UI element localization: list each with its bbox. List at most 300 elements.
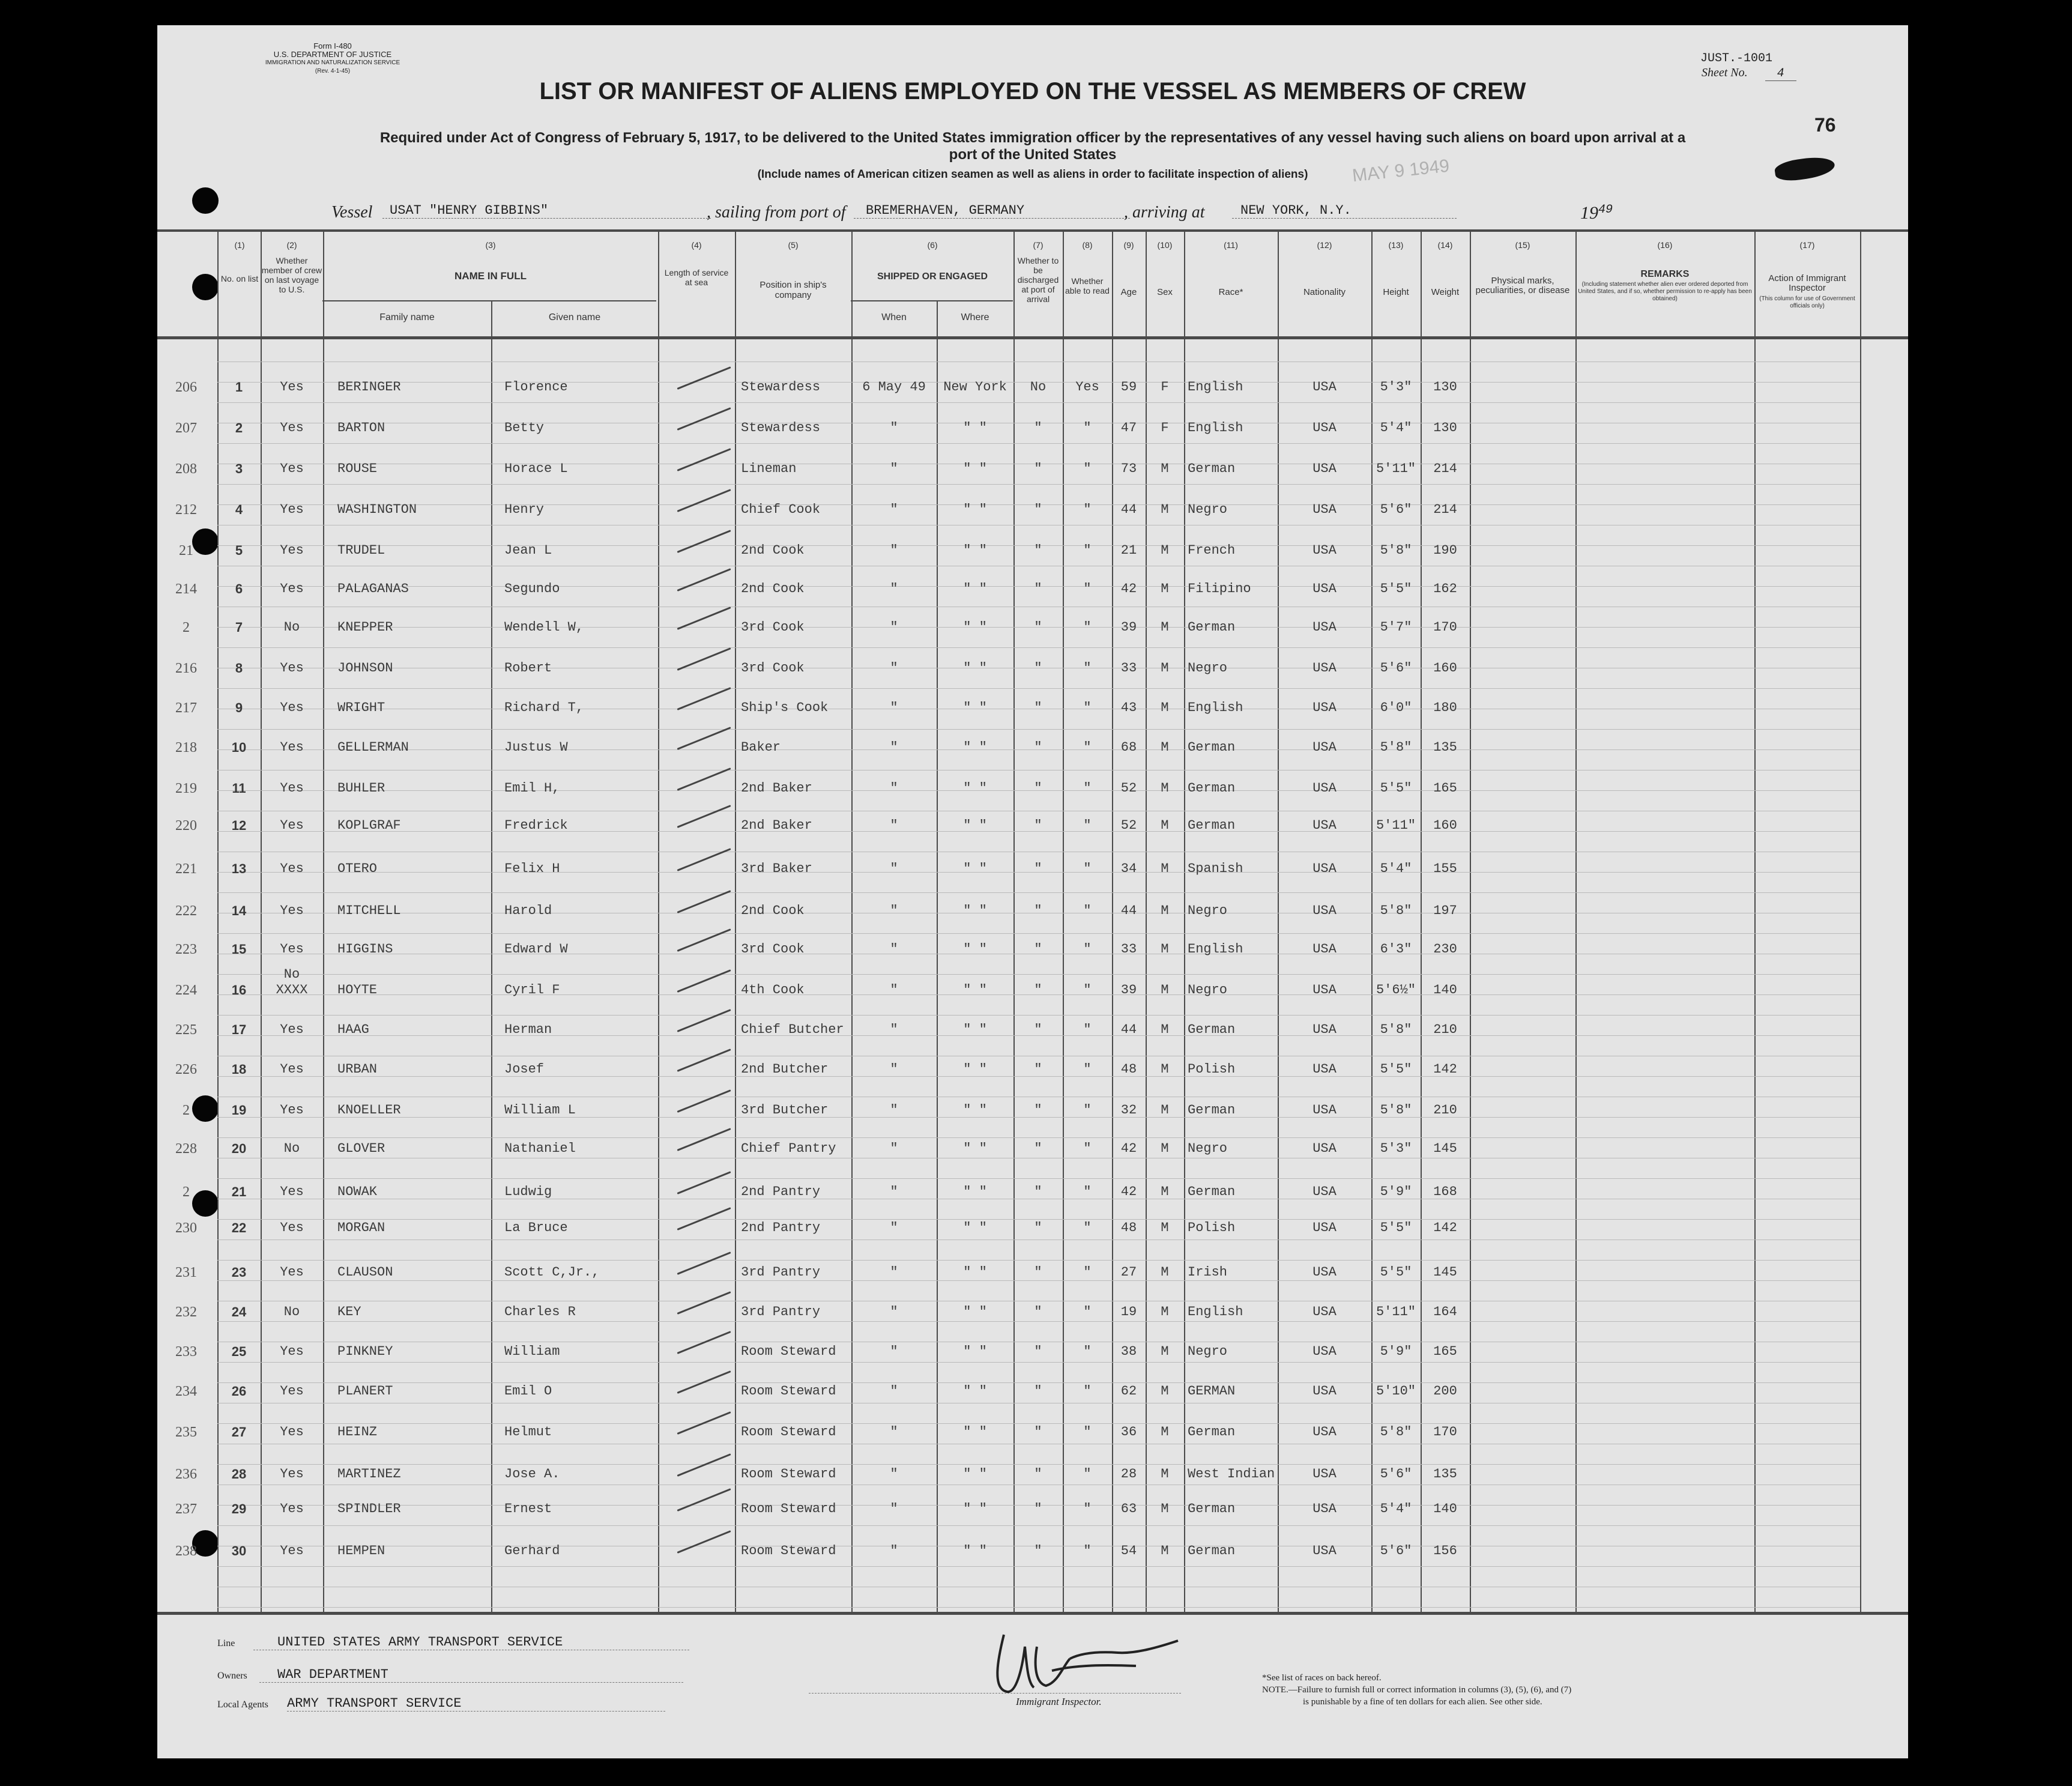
ruling-line [217, 1260, 1860, 1261]
ruling-line [217, 1015, 1860, 1016]
list-number: 16 [231, 982, 247, 997]
age-cell: 52 [1120, 818, 1137, 833]
margin-number: 233 [175, 1344, 197, 1360]
read-cell: " [1083, 661, 1092, 676]
race-cell: Spanish [1188, 861, 1243, 876]
given-name-cell: Wendell W, [504, 620, 584, 635]
shipped-subheader-line [851, 300, 1013, 301]
family-name-cell: PALAGANAS [337, 581, 409, 596]
margin-number: 234 [175, 1384, 197, 1399]
sex-cell: M [1161, 781, 1169, 796]
given-name-cell: Emil O [504, 1384, 552, 1399]
race-cell: Filipino [1188, 581, 1251, 596]
weight-cell: 162 [1433, 581, 1457, 596]
col-14-header: Weight [1431, 287, 1460, 297]
height-cell: 6'3" [1380, 942, 1412, 957]
margin-number: 224 [175, 982, 197, 998]
family-name-cell: WRIGHT [337, 700, 385, 715]
when-cell: " [890, 903, 898, 918]
age-cell: 27 [1120, 1265, 1137, 1280]
when-cell: " [890, 1543, 898, 1558]
weight-cell: 168 [1433, 1184, 1457, 1199]
nationality-cell: USA [1312, 982, 1337, 997]
list-number: 22 [231, 1220, 247, 1235]
discharged-cell: " [1034, 543, 1042, 558]
margin-number: 21 [179, 543, 193, 559]
position-cell: 3rd Baker [741, 861, 812, 876]
position-cell: Room Steward [741, 1344, 836, 1359]
margin-number: 223 [175, 942, 197, 957]
list-number: 14 [231, 903, 247, 918]
position-cell: Room Steward [741, 1543, 836, 1558]
margin-number: 2 [183, 1103, 190, 1118]
sex-cell: M [1161, 1424, 1169, 1439]
position-cell: Chief Butcher [741, 1022, 844, 1037]
where-cell: " " [963, 1467, 987, 1482]
revision: (Rev. 4-1-45) [315, 68, 351, 74]
where-cell: " " [963, 620, 987, 635]
position-cell: 3rd Butcher [741, 1103, 829, 1118]
punch-hole [192, 274, 219, 300]
service: IMMIGRATION AND NATURALIZATION SERVICE [265, 59, 400, 66]
position-cell: 2nd Cook [741, 903, 805, 918]
when-cell: " [890, 942, 898, 957]
race-cell: Negro [1188, 502, 1228, 517]
col-5-number: (5) [788, 240, 799, 250]
age-cell: 63 [1120, 1501, 1137, 1516]
nationality-cell: USA [1312, 700, 1337, 715]
col-12-header: Nationality [1303, 287, 1346, 297]
age-cell: 36 [1120, 1424, 1137, 1439]
weight-cell: 210 [1433, 1103, 1457, 1118]
position-cell: Room Steward [741, 1424, 836, 1439]
family-name-cell: MARTINEZ [337, 1467, 401, 1482]
column-divider [323, 229, 324, 1614]
column-divider [1470, 229, 1471, 1614]
when-cell: " [890, 818, 898, 833]
ruling-line [217, 402, 1860, 403]
margin-number: 237 [175, 1501, 197, 1517]
given-name-cell: Emil H, [504, 781, 560, 796]
col-6a-header: When [881, 312, 907, 322]
discharged-cell: " [1034, 781, 1042, 796]
arriving-label: , arriving at [1124, 203, 1205, 222]
given-name-cell: Gerhard [504, 1543, 560, 1558]
where-cell: " " [963, 1062, 987, 1077]
race-cell: English [1188, 420, 1243, 435]
height-cell: 5'6" [1380, 502, 1412, 517]
when-cell: " [890, 1424, 898, 1439]
height-cell: 5'8" [1380, 1424, 1412, 1439]
given-name-cell: Cyril F [504, 982, 560, 997]
column-divider [1860, 229, 1861, 1614]
column-divider [261, 229, 262, 1614]
weight-cell: 164 [1433, 1304, 1457, 1319]
margin-number: 2 [183, 620, 190, 635]
col-3a-header: Family name [379, 312, 435, 322]
check-mark-icon [677, 890, 731, 913]
voyage-cell: Yes [280, 700, 304, 715]
race-cell: Negro [1188, 903, 1228, 918]
nationality-cell: USA [1312, 1543, 1337, 1558]
margin-number: 230 [175, 1220, 197, 1236]
given-name-cell: Robert [504, 661, 552, 676]
check-mark-icon [677, 1049, 731, 1072]
list-number: 25 [231, 1344, 247, 1359]
where-cell: " " [963, 982, 987, 997]
vessel-label: Vessel [331, 203, 373, 222]
discharged-cell: " [1034, 661, 1042, 676]
voyage-cell: Yes [280, 903, 304, 918]
margin-number: 236 [175, 1467, 197, 1482]
position-cell: 2nd Pantry [741, 1184, 821, 1199]
family-name-cell: MORGAN [337, 1220, 385, 1235]
where-cell: " " [963, 1344, 987, 1359]
when-cell: " [890, 1220, 898, 1235]
check-mark-icon [677, 1009, 731, 1032]
height-cell: 5'7" [1380, 620, 1412, 635]
when-cell: " [890, 781, 898, 796]
column-divider [1112, 229, 1113, 1614]
where-cell: " " [963, 818, 987, 833]
discharged-cell: " [1034, 903, 1042, 918]
ruling-line [217, 974, 1860, 975]
race-cell: German [1188, 620, 1236, 635]
sheet-label: Sheet No. [1702, 66, 1748, 79]
ruling-line [217, 1464, 1860, 1465]
when-cell: " [890, 581, 898, 596]
check-mark-icon [677, 568, 731, 592]
where-cell: " " [963, 1220, 987, 1235]
discharged-cell: " [1034, 942, 1042, 957]
margin-number: 219 [175, 781, 197, 796]
where-cell: " " [963, 502, 987, 517]
discharged-cell: " [1034, 1424, 1042, 1439]
voyage-cell: Yes [280, 543, 304, 558]
voyage-cell: Yes [280, 818, 304, 833]
discharged-cell: " [1034, 740, 1042, 755]
column-divider [851, 229, 853, 1614]
nationality-cell: USA [1312, 581, 1337, 596]
sex-cell: M [1161, 818, 1169, 833]
margin-number: 218 [175, 740, 197, 755]
read-cell: " [1083, 1062, 1092, 1077]
check-mark-icon [677, 767, 731, 791]
margin-number: 217 [175, 700, 197, 716]
col-3-number: (3) [485, 240, 496, 250]
col-6-number: (6) [927, 240, 938, 250]
ruling-line [217, 892, 1860, 893]
age-cell: 34 [1120, 861, 1137, 876]
age-cell: 44 [1120, 1022, 1137, 1037]
age-cell: 42 [1120, 1141, 1137, 1156]
read-cell: " [1083, 1184, 1092, 1199]
list-number: 21 [231, 1184, 247, 1199]
weight-cell: 180 [1433, 700, 1457, 715]
check-mark-icon [677, 1530, 731, 1554]
discharged-cell: " [1034, 700, 1042, 715]
column-divider [1063, 229, 1064, 1614]
weight-cell: 230 [1433, 942, 1457, 957]
voyage-cell: Yes [280, 1344, 304, 1359]
height-cell: 5'4" [1380, 420, 1412, 435]
col-9-header: Age [1120, 287, 1137, 297]
race-cell: Negro [1188, 1141, 1228, 1156]
sailing-label: , sailing from port of [707, 203, 846, 222]
nationality-cell: USA [1312, 1344, 1337, 1359]
check-mark-icon [677, 1488, 731, 1512]
read-cell: " [1083, 942, 1092, 957]
family-name-cell: HAAG [337, 1022, 369, 1037]
margin-number: 221 [175, 861, 197, 877]
col-4-number: (4) [691, 240, 702, 250]
discharged-cell: " [1034, 1265, 1042, 1280]
col-2-header: Whether member of crew on last voyage to U.S. [261, 256, 322, 294]
nationality-cell: USA [1312, 1265, 1337, 1280]
height-cell: 5'8" [1380, 740, 1412, 755]
column-divider [1575, 229, 1577, 1614]
discharged-cell: " [1034, 1184, 1042, 1199]
family-name-cell: HEINZ [337, 1424, 378, 1439]
when-cell: " [890, 1103, 898, 1118]
age-cell: 32 [1120, 1103, 1137, 1118]
voyage-cell: No [283, 1304, 300, 1319]
col-11-header: Race* [1218, 287, 1243, 297]
list-number: 17 [231, 1022, 247, 1037]
position-cell: 3rd Pantry [741, 1265, 821, 1280]
where-cell: " " [963, 1103, 987, 1118]
margin-number: 206 [175, 380, 197, 395]
failure-note: NOTE.—Failure to furnish full or correct information in columns (3), (5), (6), and (7) [1262, 1685, 1572, 1695]
department: U.S. DEPARTMENT OF JUSTICE [273, 50, 392, 59]
position-cell: 3rd Cook [741, 661, 805, 676]
height-cell: 5'5" [1380, 1220, 1412, 1235]
race-cell: German [1188, 818, 1236, 833]
age-cell: 47 [1120, 420, 1137, 435]
column-divider [658, 229, 659, 1614]
voyage-cell: Yes [280, 1103, 304, 1118]
where-cell: " " [963, 942, 987, 957]
list-number: 19 [231, 1103, 247, 1118]
fine-note: is punishable by a fine of ten dollars for each alien. See other side. [1303, 1697, 1542, 1707]
read-cell: " [1083, 420, 1092, 435]
where-cell: " " [963, 1141, 987, 1156]
sex-cell: M [1161, 942, 1169, 957]
column-divider [1184, 229, 1185, 1614]
ruling-line [217, 1280, 1860, 1281]
weight-cell: 140 [1433, 1501, 1457, 1516]
where-cell: " " [963, 461, 987, 476]
family-name-cell: KEY [337, 1304, 361, 1319]
age-cell: 52 [1120, 781, 1137, 796]
read-cell: " [1083, 1384, 1092, 1399]
weight-cell: 165 [1433, 1344, 1457, 1359]
col-11-number: (11) [1224, 240, 1238, 250]
voyage-cell: Yes [280, 740, 304, 755]
col-4-header: Length of service at sea [664, 268, 729, 287]
year-suffix: 49 [1598, 203, 1613, 217]
voyage-cell: Yes [280, 1265, 304, 1280]
column-divider [1754, 229, 1756, 1614]
check-mark-icon [677, 1453, 731, 1477]
race-cell: German [1188, 1022, 1236, 1037]
given-name-cell: Horace L [504, 461, 568, 476]
ruling-line [217, 729, 1860, 730]
ruling-line [217, 1321, 1860, 1322]
height-cell: 5'4" [1380, 1501, 1412, 1516]
position-cell: Room Steward [741, 1501, 836, 1516]
family-name-cell: BERINGER [337, 380, 401, 395]
where-cell: New York [943, 380, 1007, 395]
read-cell: " [1083, 1467, 1092, 1482]
check-mark-icon [677, 805, 731, 828]
list-number: 23 [231, 1265, 247, 1280]
family-name-cell: BUHLER [337, 781, 385, 796]
col-13-number: (13) [1388, 240, 1404, 250]
nationality-cell: USA [1312, 1467, 1337, 1482]
when-cell: " [890, 1141, 898, 1156]
discharged-cell: " [1034, 1141, 1042, 1156]
read-cell: " [1083, 1103, 1092, 1118]
sex-cell: M [1161, 1265, 1169, 1280]
weight-cell: 214 [1433, 502, 1457, 517]
nationality-cell: USA [1312, 420, 1337, 435]
sex-cell: M [1161, 861, 1169, 876]
nationality-cell: USA [1312, 861, 1337, 876]
ruling-line [217, 1423, 1860, 1424]
check-mark-icon [677, 687, 731, 710]
where-cell: " " [963, 1184, 987, 1199]
sex-cell: M [1161, 1220, 1169, 1235]
race-cell: Negro [1188, 982, 1228, 997]
age-cell: 28 [1120, 1467, 1137, 1482]
voyage-cell: Yes [280, 380, 304, 395]
col-2-number: (2) [286, 240, 297, 250]
when-cell: " [890, 1184, 898, 1199]
check-mark-icon [677, 366, 731, 390]
ruling-line [217, 1219, 1860, 1220]
family-name-cell: KNEPPER [337, 620, 393, 635]
sex-cell: M [1161, 1062, 1169, 1077]
race-cell: Negro [1188, 1344, 1228, 1359]
col-17-header: Action of Immigrant Inspector [1768, 273, 1846, 293]
weight-cell: 190 [1433, 543, 1457, 558]
discharged-cell: " [1034, 1467, 1042, 1482]
margin-number: 214 [175, 581, 197, 597]
col-13-header: Height [1383, 287, 1409, 297]
list-number: 24 [231, 1304, 247, 1319]
column-divider [1371, 229, 1373, 1614]
subtitle-2: port of the United States [949, 147, 1117, 163]
margin-number: 2 [183, 1184, 190, 1200]
when-cell: " [890, 661, 898, 676]
where-cell: " " [963, 661, 987, 676]
position-cell: Room Steward [741, 1384, 836, 1399]
voyage-cell: Yes [280, 1424, 304, 1439]
nationality-cell: USA [1312, 1184, 1337, 1199]
col-16-number: (16) [1657, 240, 1673, 250]
where-cell: " " [963, 543, 987, 558]
given-name-cell: Betty [504, 420, 545, 435]
family-name-cell: BARTON [337, 420, 385, 435]
list-number: 11 [232, 781, 246, 796]
height-cell: 5'6" [1380, 1543, 1412, 1558]
list-number: 30 [231, 1543, 247, 1558]
list-number: 6 [235, 581, 243, 596]
given-name-cell: Florence [504, 380, 568, 395]
read-cell: " [1083, 1424, 1092, 1439]
col-17-number: (17) [1799, 240, 1815, 250]
race-cell: English [1188, 942, 1243, 957]
family-name-cell: GLOVER [337, 1141, 385, 1156]
age-cell: 48 [1120, 1220, 1137, 1235]
col-8-header: Whether able to read [1065, 276, 1110, 295]
nationality-cell: USA [1312, 942, 1337, 957]
read-cell: " [1083, 1344, 1092, 1359]
read-cell: " [1083, 1022, 1092, 1037]
ruling-line [217, 1137, 1860, 1138]
race-cell: German [1188, 1424, 1236, 1439]
height-cell: 5'5" [1380, 1265, 1412, 1280]
margin-number: 225 [175, 1022, 197, 1038]
col-6-header: SHIPPED OR ENGAGED [877, 271, 988, 282]
race-cell: German [1188, 1543, 1236, 1558]
when-cell: " [890, 1467, 898, 1482]
nationality-cell: USA [1312, 1501, 1337, 1516]
ruling-line [217, 1362, 1860, 1363]
sex-cell: M [1161, 502, 1169, 517]
list-number: 29 [231, 1501, 247, 1516]
name-subheader-line [322, 300, 656, 301]
sub-column-divider [937, 301, 938, 1614]
margin-number: 220 [175, 818, 197, 834]
when-cell: " [890, 1304, 898, 1319]
given-name-cell: Nathaniel [504, 1141, 576, 1156]
discharged-cell: " [1034, 1344, 1042, 1359]
voyage-cell: Yes [280, 861, 304, 876]
position-cell: 3rd Pantry [741, 1304, 821, 1319]
discharged-cell: " [1034, 1543, 1042, 1558]
just-label: JUST.-1001 [1700, 52, 1773, 65]
nationality-cell: USA [1312, 661, 1337, 676]
read-cell: " [1083, 1501, 1092, 1516]
position-cell: Chief Cook [741, 502, 821, 517]
discharged-cell: " [1034, 461, 1042, 476]
voyage-cell: Yes [280, 781, 304, 796]
weight-cell: 135 [1433, 740, 1457, 755]
check-mark-icon [677, 448, 731, 471]
table-top-border [157, 229, 1908, 232]
line-value: UNITED STATES ARMY TRANSPORT SERVICE [253, 1635, 689, 1650]
col-12-number: (12) [1317, 240, 1332, 250]
weight-cell: 135 [1433, 1467, 1457, 1482]
race-cell: West Indian [1188, 1467, 1275, 1482]
family-name-cell: PLANERT [337, 1384, 393, 1399]
sex-cell: M [1161, 661, 1169, 676]
check-mark-icon [677, 407, 731, 431]
position-cell: 3rd Cook [741, 942, 805, 957]
given-name-cell: Segundo [504, 581, 560, 596]
voyage-note: No [283, 967, 300, 982]
where-cell: " " [963, 1501, 987, 1516]
given-name-cell: Charles R [504, 1304, 576, 1319]
given-name-cell: Helmut [504, 1424, 552, 1439]
weight-cell: 165 [1433, 781, 1457, 796]
nationality-cell: USA [1312, 1384, 1337, 1399]
weight-cell: 130 [1433, 420, 1457, 435]
sex-cell: M [1161, 982, 1169, 997]
when-cell: " [890, 700, 898, 715]
